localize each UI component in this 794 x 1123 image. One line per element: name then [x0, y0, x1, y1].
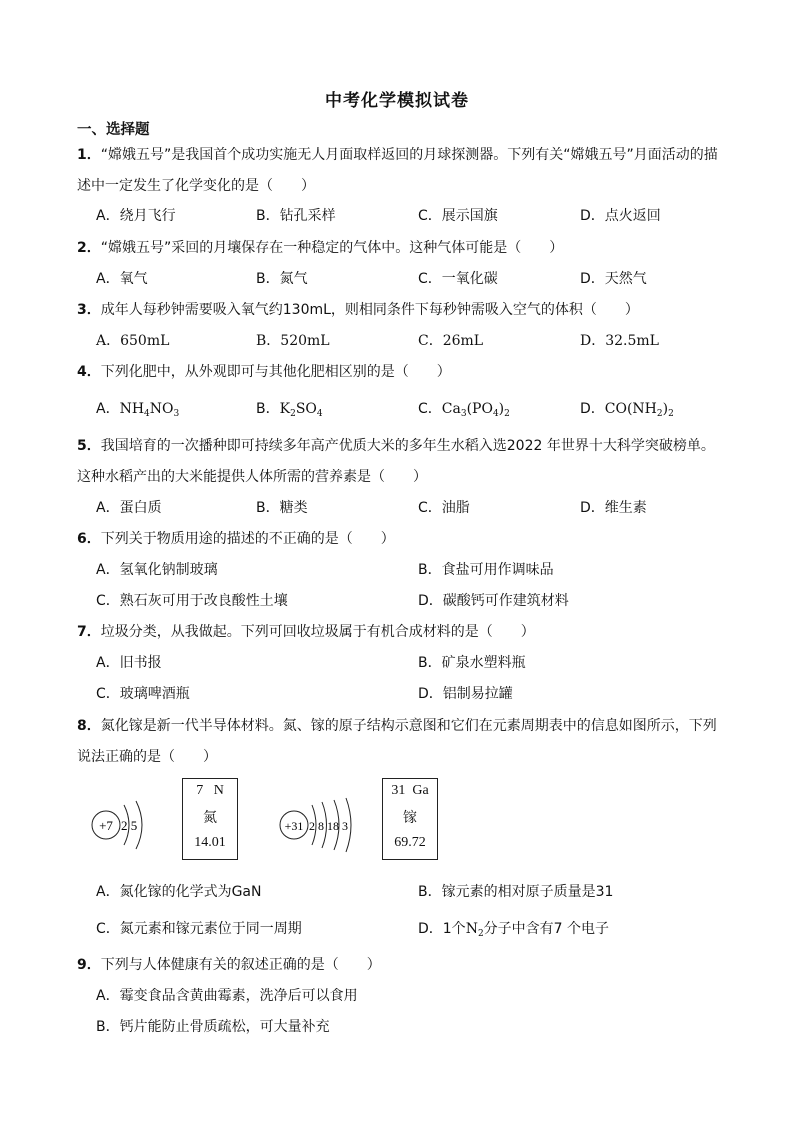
chemical-formula: $CO(NH_2)_2$: [604, 401, 674, 419]
option-c: [418, 399, 510, 424]
question-text: 氮化镓是新一代半导体材料。氮、镓的原子结构示意图和它们在元素周期表中的信息如图所示，下列: [100, 718, 717, 734]
page-title: 中考化学模拟试卷: [325, 91, 469, 111]
option-label: D．: [580, 401, 605, 417]
option-b: B．钙片能防止骨质疏松，可大量补充: [96, 1019, 330, 1035]
element-card-nitrogen: [182, 778, 238, 860]
question-text: 垃圾分类，从我做起。下列可回收垃圾属于有机合成材料的是（ ）: [100, 624, 535, 640]
question-3: [77, 300, 639, 320]
nucleus-charge: +31: [284, 819, 304, 833]
option-b: [256, 399, 323, 424]
question-text: 下列与人体健康有关的叙述正确的是（ ）: [100, 957, 381, 973]
option-d: D．32.5mL: [580, 333, 659, 349]
chemical-formula: $N_2$: [465, 921, 484, 939]
option-b: B．食盐可用作调味品: [418, 562, 554, 578]
element-name: 镓: [403, 810, 417, 826]
option-b: B．520mL: [256, 333, 330, 349]
question-text: 下列关于物质用途的描述的不正确的是（ ）: [100, 531, 395, 547]
element-number-symbol: 31 Ga: [391, 783, 429, 798]
option-c: C．油脂: [418, 500, 470, 516]
question-1-cont: 述中一定发生了化学变化的是（ ）: [77, 178, 315, 194]
option-a: A．霉变食品含黄曲霉素，洗净后可以食用: [96, 988, 358, 1004]
option-d: D．天然气: [580, 271, 647, 287]
question-text: 下列化肥中，从外观即可与其他化肥相区别的是（ ）: [100, 364, 451, 380]
option-a: A．氧气: [96, 271, 148, 287]
question-number: 6．: [77, 531, 101, 547]
option-d: D．维生素: [580, 500, 647, 516]
option-d: D．点火返回: [580, 208, 661, 224]
electron-counts: 2 5: [121, 818, 138, 833]
option-b: B．糖类: [256, 500, 308, 516]
option-a: A．蛋白质: [96, 500, 162, 516]
option-label: A．: [96, 401, 120, 417]
option-prefix: D．1个: [418, 921, 466, 937]
question-6: [77, 529, 395, 549]
nucleus-charge: +7: [99, 818, 113, 833]
option-d: D．碳酸钙可作建筑材料: [418, 593, 569, 609]
question-number: 2．: [77, 240, 101, 256]
question-number: 9．: [77, 957, 101, 973]
option-label: B．: [256, 401, 280, 417]
option-c: C．氮元素和镓元素位于同一周期: [96, 921, 302, 937]
chemical-formula: $NH_4NO_3$: [119, 401, 180, 419]
question-number: 5．: [77, 438, 101, 454]
option-c: C．熟石灰可用于改良酸性土壤: [96, 593, 288, 609]
option-a: A．650mL: [96, 333, 170, 349]
section-heading: 一、选择题: [77, 122, 150, 138]
question-1: [77, 145, 718, 165]
element-name: 氮: [203, 810, 217, 826]
question-text: 我国培育的一次播种即可持续多年高产优质大米的多年生水稻入选2022 年世界十大科学突破榜单。: [100, 438, 715, 454]
option-suffix: 分子中含有7 个电子: [483, 921, 610, 937]
option-c: C．玻璃啤酒瓶: [96, 686, 190, 702]
question-5-cont: 这种水稻产出的大米能提供人体所需的营养素是（ ）: [77, 469, 427, 485]
element-mass: 69.72: [394, 835, 426, 850]
question-5: [77, 436, 715, 456]
option-c: C．一氧化碳: [418, 271, 498, 287]
question-text: “嫦娥五号”采回的月壤保存在一种稳定的气体中。这种气体可能是（ ）: [100, 240, 564, 256]
question-7: [77, 622, 535, 642]
option-a: [96, 399, 179, 424]
option-d: [580, 399, 674, 424]
option-b: B．钻孔采样: [256, 208, 336, 224]
element-number-symbol: 7 N: [196, 783, 224, 798]
option-a: A．旧书报: [96, 655, 162, 671]
question-8: [77, 716, 717, 736]
question-number: 8．: [77, 718, 101, 734]
electron-counts: 2 8 18 3: [309, 819, 348, 833]
element-mass: 14.01: [194, 835, 226, 850]
option-a: A．绕月飞行: [96, 208, 176, 224]
question-number: 1．: [77, 147, 101, 163]
option-b: B．矿泉水塑料瓶: [418, 655, 526, 671]
option-a: A．氮化镓的化学式为GaN: [96, 884, 262, 900]
question-2: [77, 238, 563, 258]
option-label: C．: [418, 401, 442, 417]
option-a: A．氢氧化钠制玻璃: [96, 562, 218, 578]
element-card-gallium: [382, 778, 438, 860]
chemical-formula: $K_2SO_4$: [279, 401, 323, 419]
question-number: 4．: [77, 364, 101, 380]
question-8-cont: 说法正确的是（ ）: [77, 749, 217, 765]
option-b: B．氮气: [256, 271, 308, 287]
gallium-atom-diagram: [276, 792, 366, 856]
option-c: C．展示国旗: [418, 208, 498, 224]
question-4: [77, 362, 451, 382]
option-d: D．铝制易拉罐: [418, 686, 513, 702]
question-text: “嫦娥五号”是我国首个成功实施无人月面取样返回的月球探测器。下列有关“嫦娥五号”月面活动的描: [100, 147, 718, 163]
chemical-formula: $Ca_3(PO_4)_2$: [441, 401, 510, 419]
nitrogen-atom-diagram: [86, 792, 166, 856]
question-text: 成年人每秒钟需要吸入氧气约130mL，则相同条件下每秒钟需吸入空气的体积（ ）: [100, 302, 639, 318]
question-number: 7．: [77, 624, 101, 640]
option-d: [418, 919, 609, 944]
atomic-structure-figure: [86, 778, 446, 868]
question-9: [77, 955, 381, 975]
option-b: B．镓元素的相对原子质量是31: [418, 884, 614, 900]
question-number: 3．: [77, 302, 101, 318]
option-c: C．26mL: [418, 333, 484, 349]
